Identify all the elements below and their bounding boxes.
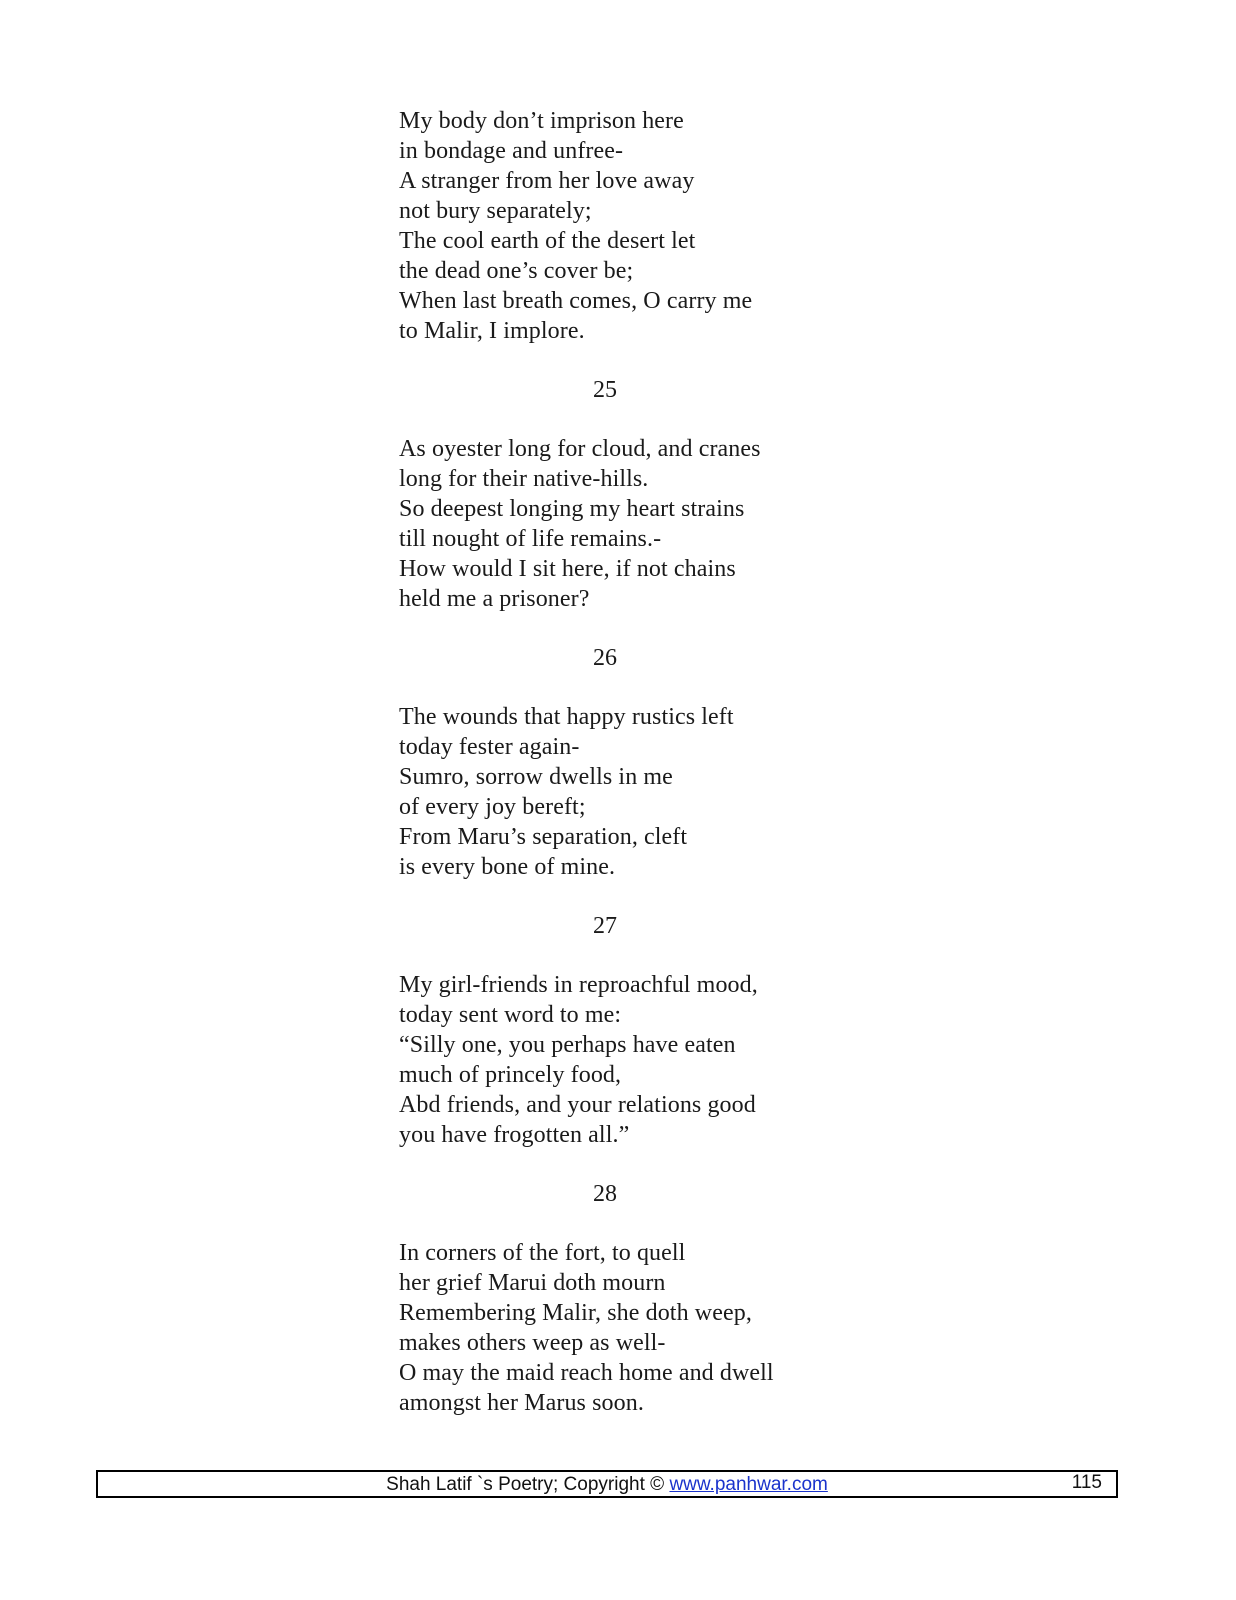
poem-line: Remembering Malir, she doth weep,: [399, 1300, 752, 1326]
stanza-number: 27: [593, 913, 617, 939]
poem-line: today fester again-: [399, 734, 580, 760]
poem-line: The cool earth of the desert let: [399, 228, 696, 254]
poem-line: In corners of the fort, to quell: [399, 1240, 686, 1266]
poem-line: My girl-friends in reproachful mood,: [399, 972, 758, 998]
poem-line: O may the maid reach home and dwell: [399, 1360, 774, 1386]
stanza-number: 28: [593, 1181, 617, 1207]
stanza-26: [399, 702, 959, 882]
poem-line: “Silly one, you perhaps have eaten: [399, 1032, 736, 1058]
stanza-25: [399, 434, 959, 614]
poem-line: makes others weep as well-: [399, 1330, 666, 1356]
poem-line: So deepest longing my heart strains: [399, 496, 745, 522]
poem-line: Sumro, sorrow dwells in me: [399, 764, 673, 790]
poem-line: is every bone of mine.: [399, 854, 616, 880]
page-footer: [96, 1470, 1118, 1498]
poem-line: My body don’t imprison here: [399, 108, 684, 134]
stanza-28: [399, 1238, 959, 1418]
poem-line: till nought of life remains.-: [399, 526, 662, 552]
poem-line: you have frogotten all.”: [399, 1122, 630, 1148]
poem-line: The wounds that happy rustics left: [399, 704, 734, 730]
stanza-27: [399, 970, 959, 1150]
poem-line: to Malir, I implore.: [399, 318, 585, 344]
poem-line: much of princely food,: [399, 1062, 622, 1088]
poem-line: the dead one’s cover be;: [399, 258, 634, 284]
poem-line: A stranger from her love away: [399, 168, 695, 194]
poem-line: As oyester long for cloud, and cranes: [399, 436, 761, 462]
poem-line: amongst her Marus soon.: [399, 1390, 644, 1416]
footer-text: Shah Latif `s Poetry; Copyright ©: [386, 1474, 665, 1495]
poem-line: of every joy bereft;: [399, 794, 586, 820]
stanza-continuation: [399, 106, 959, 346]
stanza-number: 26: [593, 645, 617, 671]
poem-line: in bondage and unfree-: [399, 138, 624, 164]
poem-line: When last breath comes, O carry me: [399, 288, 753, 314]
footer-copyright: [98, 1474, 1116, 1496]
poem-line: not bury separately;: [399, 198, 592, 224]
website-link[interactable]: www.panhwar.com: [669, 1474, 828, 1495]
poem-line: held me a prisoner?: [399, 586, 590, 612]
poem-line: long for their native-hills.: [399, 466, 649, 492]
poem-line: How would I sit here, if not chains: [399, 556, 736, 582]
poem-line: today sent word to me:: [399, 1002, 622, 1028]
poem-line: her grief Marui doth mourn: [399, 1270, 666, 1296]
poem-body: [399, 106, 959, 1418]
poem-line: From Maru’s separation, cleft: [399, 824, 688, 850]
stanza-number: 25: [593, 377, 617, 403]
poem-line: Abd friends, and your relations good: [399, 1092, 756, 1118]
page-number: 115: [1071, 1472, 1102, 1493]
